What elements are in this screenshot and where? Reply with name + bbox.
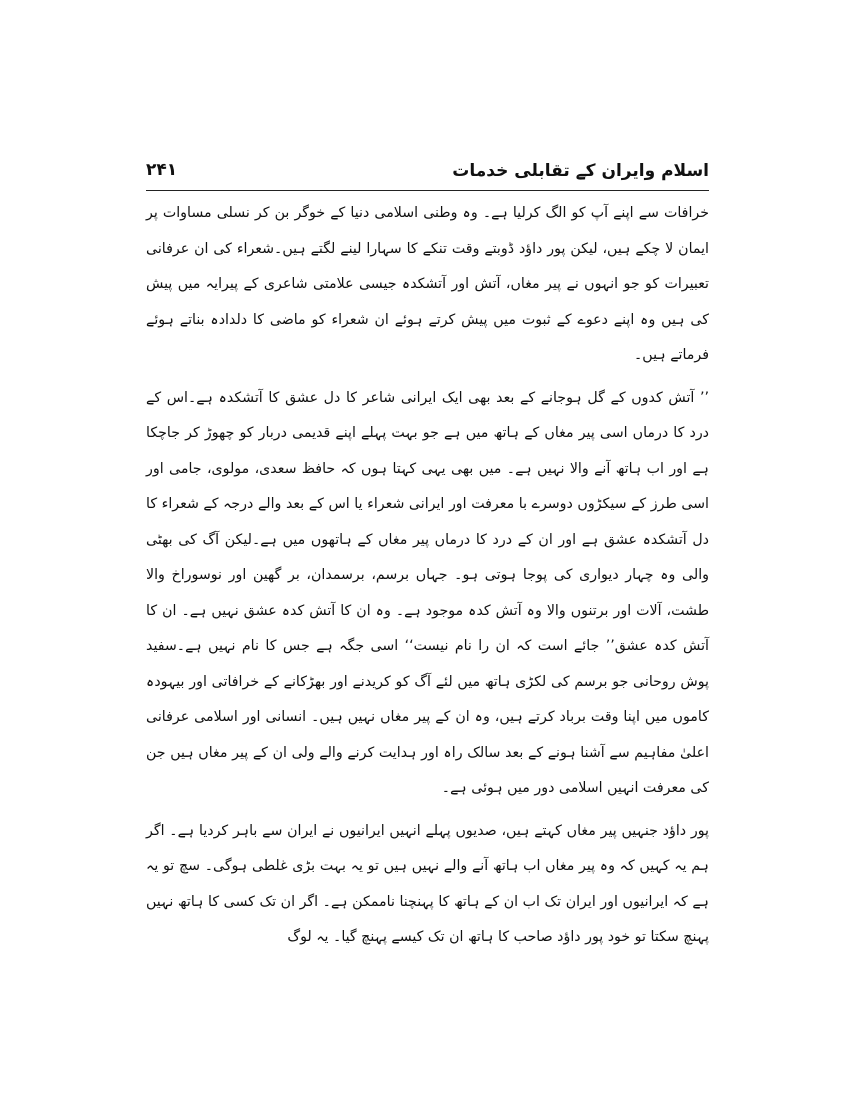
- paragraph-quote: ’’ آتش کدوں کے گل ہوجانے کے بعد بھی ایک ایرانی شاعر کا دل عشق کا آتشکدہ ہے۔اس کے درد کا درماں اسی پیر مغاں کے ہاتھ میں ہے جو بہت پہلے اپنے قدیمی دربار کو چھوڑ کر جاچکا ہے اور اب ہاتھ آنے والا نہیں ہے۔ میں بھی یہی کہتا ہوں کہ حافظ سعدی، مولوی، جامی اور اسی طرز کے سیکڑوں دوسرے با معرفت اور ایرانی شعراء یا اس کے بعد والے درجہ کے شعراء کا دل آتشکدہ عشق ہے اور ان کے درد کا درماں پیر مغاں کے ہاتھوں میں ہے۔لیکن آگ کی بھٹی والی وہ چہار دیواری کی پوجا ہوتی ہو۔ جہاں برسم، برسمدان، بر گھین اور نوسوراخ والا طشت، آلات اور برتنوں والا وہ آتش کدہ موجود ہے۔ وہ ان کا آتش کدہ عشق نہیں ہے۔ ان کا آتش کدہ عشق’’ جائے است کہ ان را نام نیست‘‘ اسی جگہ ہے جس کا نام نہیں ہے۔سفید پوش روحانی جو برسم کی لکڑی ہاتھ میں لئے آگ کو کریدنے اور بھڑکانے کے خرافاتی اور بیہودہ کاموں میں اپنا وقت برباد کرتے ہیں، وہ ان کے پیر مغاں نہیں ہیں۔ انسانی اور اسلامی عرفانی اعلیٰ مفاہیم سے آشنا ہونے کے بعد سالک راہ اور ہدایت کرنے والے ولی ان کے پیر مغاں ہیں جن کی معرفت انہیں اسلامی دور میں ہوئی ہے۔: [146, 389, 709, 796]
- paragraph: پور داؤد جنہیں پیر مغاں کہتے ہیں، صدیوں پہلے انہیں ایرانیوں نے ایران سے باہر کردیا ہے۔ اگر ہم یہ کہیں کہ وہ پیر مغاں اب ہاتھ آنے والے نہیں ہیں تو یہ بہت بڑی غلطی ہوگی۔ سچ تو یہ ہے کہ ایرانیوں اور ایران تک اب ان کے ہاتھ کا پہنچنا ناممکن ہے۔ اگر ان تک کسی کا ہاتھ نہیں پہنچ سکتا تو خود پور داؤد صاحب کا ہاتھ ان تک کیسے پہنچ گیا۔ یہ لوگ: [146, 822, 709, 945]
- paragraph: خرافات سے اپنے آپ کو الگ کرلیا ہے۔ وہ وطنی اسلامی دنیا کے خوگر بن کر نسلی مساوات پر ایمان لا چکے ہیں، لیکن پور داؤد ڈوبتے وقت تنکے کا سہارا لینے لگتے ہیں۔شعراء کی ان عرفانی تعبیرات کو جو انہوں نے پیر مغاں، آتش اور آتشکدہ جیسی علامتی شاعری کے پیرایہ میں پیش کی ہیں وہ اپنے دعوے کے ثبوت میں پیش کرتے ہوئے ان شعراء کو ماضی کا دلدادہ بناتے ہوئے فرماتے ہیں۔: [146, 205, 709, 363]
- page-number: ۲۴۱: [146, 160, 178, 180]
- body-text: [146, 196, 709, 963]
- header-rule: [146, 190, 709, 191]
- running-title: اسلام وایران کے تقابلی خدمات: [452, 161, 709, 181]
- page-header: [146, 158, 709, 188]
